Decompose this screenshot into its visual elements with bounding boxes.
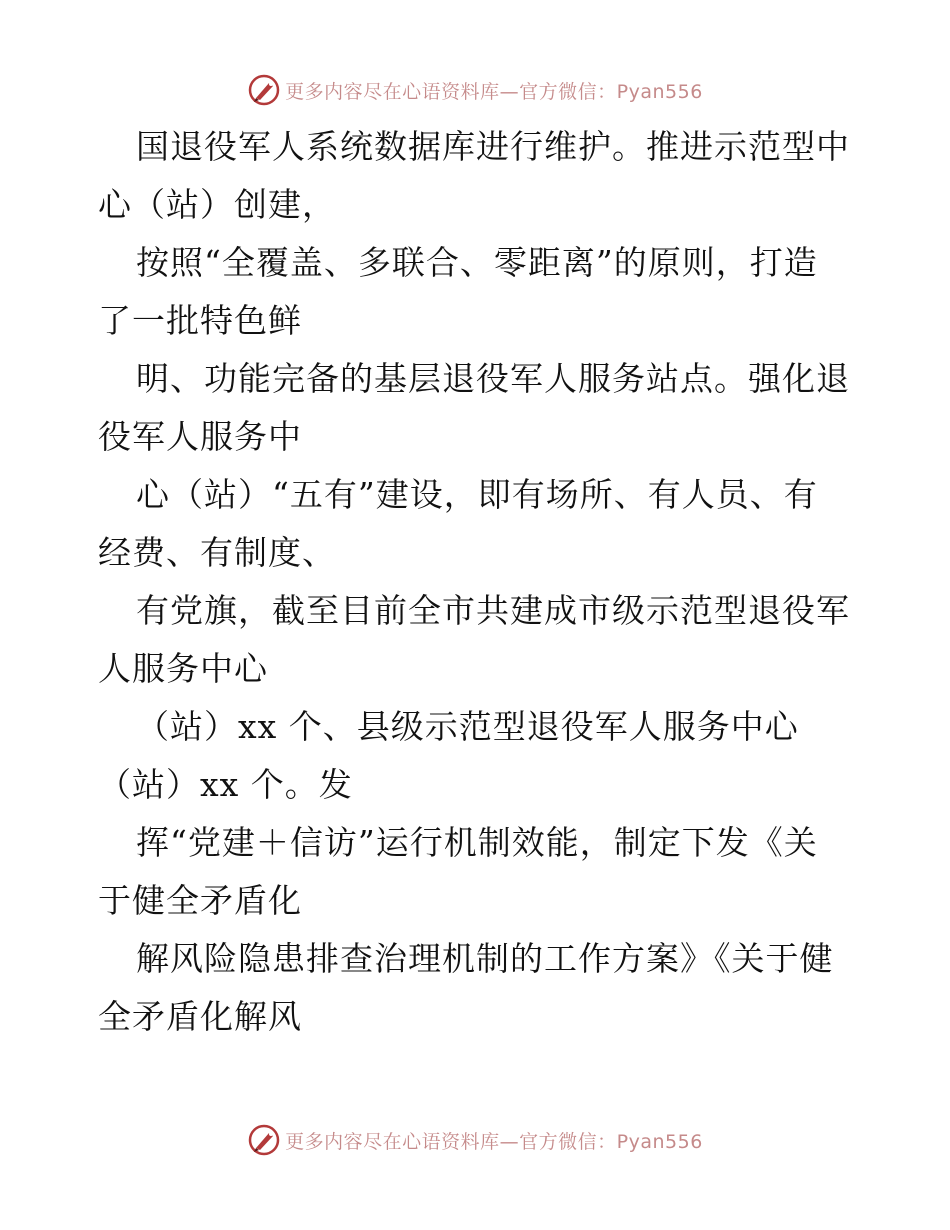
document-body bbox=[98, 118, 858, 1046]
text-line: 国退役军人系统数据库进行维护。推进示范型中 bbox=[136, 127, 850, 166]
pen-seal-logo-icon bbox=[247, 73, 281, 107]
text-line: 按照“全覆盖、多联合、零距离”的原则，打造 bbox=[136, 243, 818, 282]
footer-banner-text: 更多内容尽在心语资料库—官方微信：Pyan556 bbox=[285, 1130, 703, 1153]
text-line: 有党旗，截至目前全市共建成市级示范型退役军 bbox=[136, 591, 850, 630]
footer-banner bbox=[0, 1120, 950, 1160]
text-line: 挥“党建＋信访”运行机制效能，制定下发《关 bbox=[136, 823, 818, 862]
text-line: 明、功能完备的基层退役军人服务站点。强化退 bbox=[136, 359, 850, 398]
text-line: 经费、有制度、 bbox=[98, 533, 336, 572]
pen-seal-logo-icon bbox=[247, 1123, 281, 1157]
text-line: 了一批特色鲜 bbox=[98, 301, 302, 340]
header-banner-text: 更多内容尽在心语资料库—官方微信：Pyan556 bbox=[285, 80, 703, 103]
header-banner bbox=[0, 70, 950, 110]
text-line: （站）xx 个、县级示范型退役军人服务中心 bbox=[136, 707, 799, 746]
text-line: （站）xx 个。发 bbox=[98, 765, 353, 804]
text-line: 解风险隐患排查治理机制的工作方案》《关于健 bbox=[136, 939, 834, 978]
text-line: 役军人服务中 bbox=[98, 417, 302, 456]
text-line: 于健全矛盾化 bbox=[98, 881, 302, 920]
text-line: 全矛盾化解风 bbox=[98, 997, 302, 1036]
text-line: 人服务中心 bbox=[98, 649, 268, 688]
text-line: 心（站）“五有”建设，即有场所、有人员、有 bbox=[136, 475, 818, 514]
text-line: 心（站）创建， bbox=[98, 185, 336, 224]
